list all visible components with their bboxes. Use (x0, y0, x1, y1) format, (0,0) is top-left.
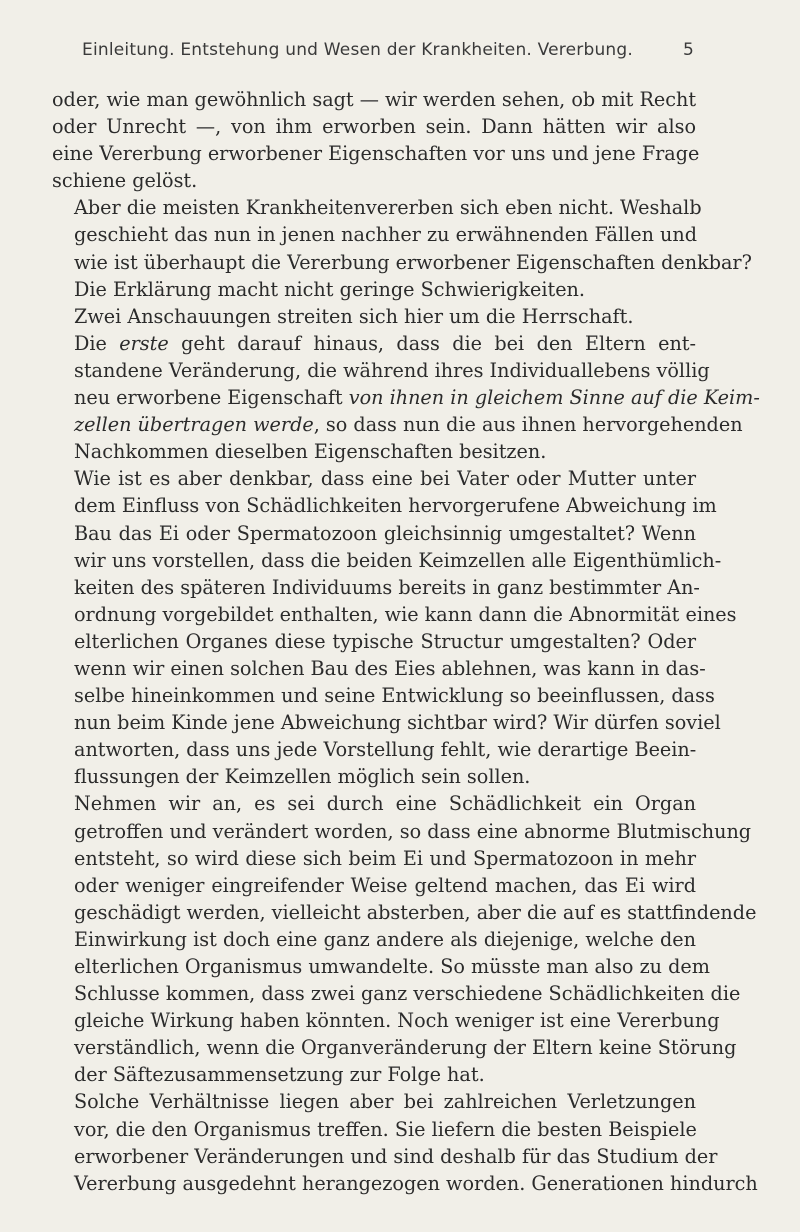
text-line: dem Einfluss von Schädlichkeiten hervorgerufene Abweichung im (74, 494, 717, 518)
text-line: oder Unrecht —, von ihm erworben sein. Dann hätten wir also (52, 115, 696, 139)
text-run: geht darauf hinaus, dass die bei den Eltern ent- (168, 331, 696, 355)
text-line: wie ist überhaupt die Vererbung erworbener Eigenschaften denkbar? (74, 250, 752, 274)
text-line: Vererbung ausgedehnt herangezogen worden. Generationen hindurch (74, 1171, 758, 1195)
text-line: Wie ist es aber denkbar, dass eine bei Vater oder Mutter unter (74, 467, 696, 491)
text-line: Aber die meisten Krankheitenvererben sich eben nicht. Weshalb (74, 196, 702, 220)
text-line: erworbener Veränderungen und sind deshalb für das Studium der (74, 1144, 718, 1168)
text-line: schiene gelöst. (52, 169, 198, 193)
text-line: entsteht, so wird diese sich beim Ei und Spermatozoon in mehr (74, 846, 696, 870)
text-line: vor, die den Organismus treffen. Sie liefern die besten Beispiele (74, 1117, 697, 1141)
paragraph-2 (52, 194, 752, 302)
body-text (52, 86, 760, 1197)
emphasis: von ihnen in gleichem Sinne auf die Keim- (348, 386, 760, 410)
text-line (52, 411, 743, 438)
paragraph-5 (52, 465, 737, 790)
text-line: geschädigt werden, vielleicht absterben, aber die auf es stattfindende (74, 900, 757, 924)
running-head (82, 40, 694, 68)
paragraph-4 (52, 330, 760, 465)
text-line: gleiche Wirkung haben könnten. Noch weniger ist eine Vererbung (74, 1009, 720, 1033)
emphasis: zellen übertragen werde (74, 413, 314, 437)
emphasis: erste (119, 331, 169, 355)
text-line: Die Erklärung macht nicht geringe Schwierigkeiten. (74, 277, 586, 301)
text-line: Nachkommen dieselben Eigenschaften besitzen. (74, 440, 547, 464)
text-line: oder, wie man gewöhnlich sagt — wir werden sehen, ob mit Recht (52, 88, 697, 111)
paragraph-3 (52, 303, 696, 330)
page-number: 5 (682, 40, 694, 60)
text-line: ordnung vorgebildet enthalten, wie kann dann die Abnormität eines (74, 602, 737, 626)
text-line: wenn wir einen solchen Bau des Eies ablehnen, was kann in das- (74, 656, 706, 680)
text-line: getroffen und verändert worden, so dass eine abnorme Blutmischung (74, 819, 752, 843)
text-run: neu erworbene Eigenschaft (74, 386, 349, 410)
text-line: elterlichen Organes diese typische Structur umgestalten? Oder (74, 629, 696, 653)
text-line: nun beim Kinde jene Abweichung sichtbar wird? Wir dürfen soviel (74, 711, 721, 735)
text-line: Bau das Ei oder Spermatozoon gleichsinnig umgestaltet? Wenn (74, 521, 696, 545)
text-line: selbe hineinkommen und seine Entwicklung so beeinflussen, dass (74, 684, 715, 708)
paragraph-1 (52, 86, 700, 194)
text-line: der Säftezusammensetzung zur Folge hat. (74, 1063, 485, 1087)
text-line: Einwirkung ist doch eine ganz andere als diejenige, welche den (74, 927, 696, 951)
running-head-title: Einleitung. Entstehung und Wesen der Krankheiten. Vererbung. (82, 40, 633, 60)
text-line: oder weniger eingreifender Weise geltend machen, das Ei wird (74, 873, 696, 897)
paragraph-7 (52, 1088, 758, 1196)
text-line: eine Vererbung erworbener Eigenschaften vor uns und jene Frage (52, 142, 700, 166)
text-run: Die (74, 331, 120, 355)
text-run: , so dass nun die aus ihnen hervorgehenden (313, 413, 743, 437)
text-line: keiten des späteren Individuums bereits in ganz bestimmter An- (74, 575, 700, 599)
text-line: antworten, dass uns jede Vorstellung fehlt, wie derartige Beein- (74, 738, 697, 762)
text-line: Zwei Anschauungen streiten sich hier um die Herrschaft. (74, 304, 634, 328)
paragraph-6 (52, 790, 757, 1088)
text-line: wir uns vorstellen, dass die beiden Keimzellen alle Eigenthümlich- (74, 548, 722, 572)
text-line (52, 384, 760, 411)
text-line: geschieht das nun in jenen nachher zu erwähnenden Fällen und (74, 223, 698, 247)
text-line: Solche Verhältnisse liegen aber bei zahlreichen Verletzungen (74, 1090, 696, 1114)
text-line: verständlich, wenn die Organveränderung der Eltern keine Störung (74, 1036, 737, 1060)
text-line: Schlusse kommen, dass zwei ganz verschiedene Schädlichkeiten die (74, 982, 741, 1006)
text-line: standene Veränderung, die während ihres Individuallebens völlig (74, 358, 710, 382)
text-line: Nehmen wir an, es sei durch eine Schädlichkeit ein Organ (74, 792, 696, 816)
text-line (52, 330, 696, 357)
text-line: flussungen der Keimzellen möglich sein sollen. (74, 765, 531, 789)
text-line: elterlichen Organismus umwandelte. So müsste man also zu dem (74, 955, 710, 978)
